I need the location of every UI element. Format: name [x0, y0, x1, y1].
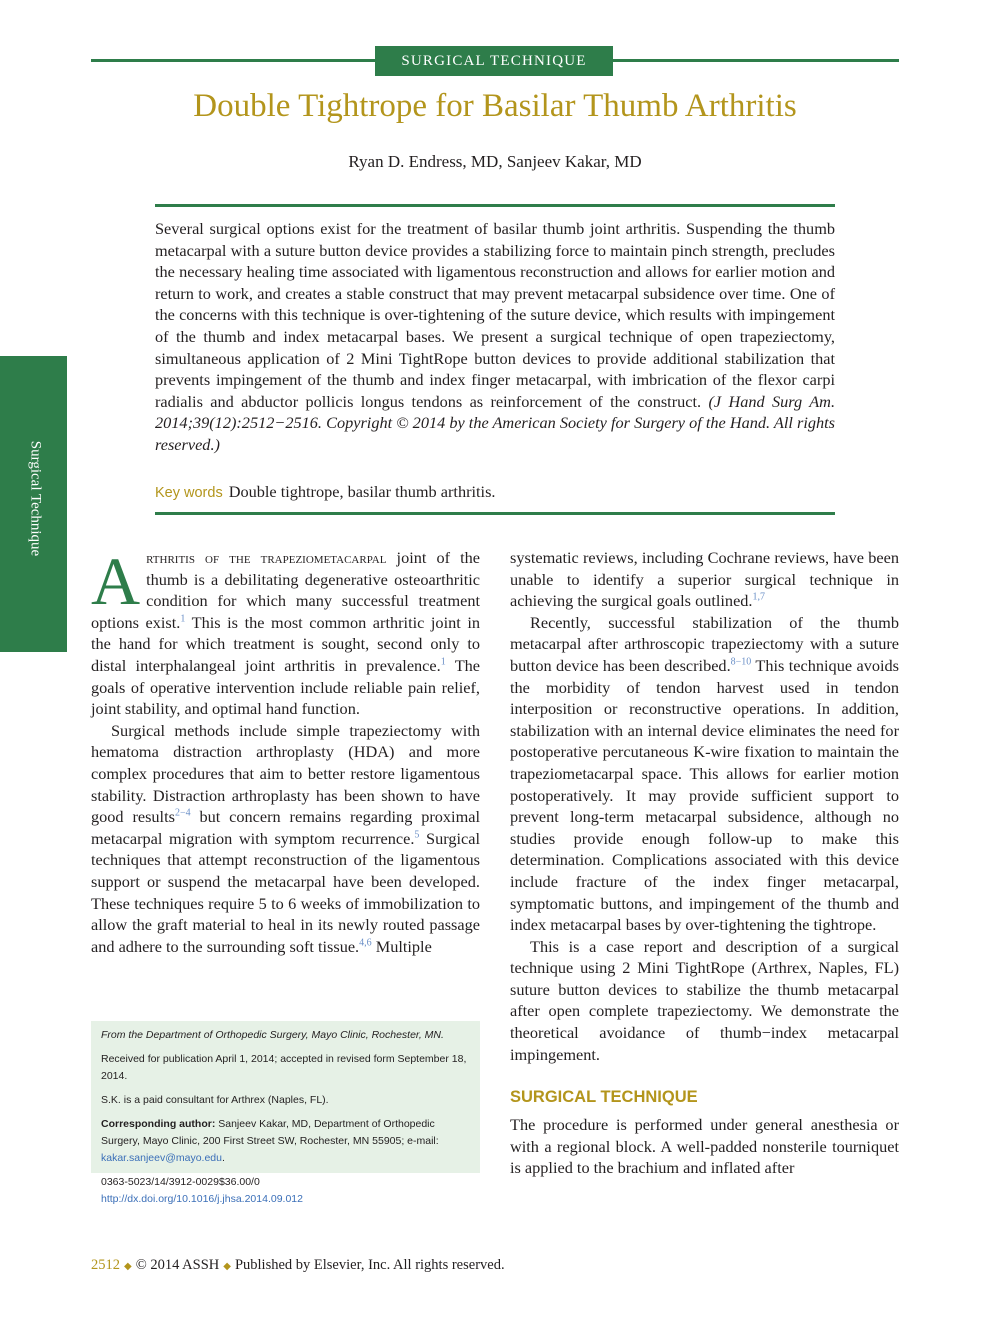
- text-run: Sanjeev Kakar, MD, Department of Orthopedic Surgery, Mayo Clinic, 200 First Street SW, Rochester, MN 55905; e-mail:: [101, 1118, 439, 1147]
- right-column: [510, 547, 899, 1065]
- paragraph: The procedure is performed under general anesthesia or with a regional block. A well-padded nonsterile tourniquet is applied to the brachium and inflated after: [510, 1115, 899, 1178]
- reference-link[interactable]: 1: [180, 613, 186, 625]
- drop-cap: A: [91, 543, 141, 619]
- text-run: Surgical methods include simple trapeziectomy with hematoma distraction arthroplasty (HDA) and more complex procedures that aim to better restore ligamentous stability. Distraction arthroplasty has been shown to have good results: [91, 720, 480, 827]
- paragraph: [510, 547, 899, 612]
- text-run: but concern remains regarding proximal metacarpal migration with symptom recurrence.: [91, 807, 480, 848]
- email-link[interactable]: kakar.sanjeev@mayo.edu: [101, 1152, 222, 1164]
- keywords-label: Key words: [155, 485, 223, 501]
- received-note: Received for publication April 1, 2014; accepted in revised form September 18, 2014.: [101, 1053, 467, 1082]
- left-column: [91, 543, 481, 957]
- abstract-citation: (J Hand Surg Am. 2014;39(12):2512−2516. Copyright © 2014 by the American Society for Surgery of the Hand. All rights reserved.): [155, 391, 836, 454]
- reference-link[interactable]: 5: [414, 829, 420, 841]
- text-run: Recently, successful stabilization of the thumb metacarpal after arthroscopic trapeziectomy with a suture button device has been described.: [510, 612, 899, 675]
- issn: 0363-5023/14/3912-0029$36.00/0: [101, 1176, 260, 1188]
- right-column-continued: [510, 1114, 899, 1179]
- section-heading: SURGICAL TECHNIQUE: [510, 1088, 698, 1106]
- text-run: The goals of operative intervention include reliable pain relief, joint stability, and optimal hand function.: [91, 655, 481, 719]
- footer-copyright: © 2014 ASSH: [135, 1257, 220, 1273]
- authors: Ryan D. Endress, MD, Sanjeev Kakar, MD: [348, 152, 642, 171]
- page-number: 2512: [91, 1257, 120, 1273]
- page-footer: [91, 1257, 505, 1274]
- affiliation-note: From the Department of Orthopedic Surgery, Mayo Clinic, Rochester, MN.: [101, 1029, 444, 1041]
- abstract-text: Several surgical options exist for the treatment of basilar thumb joint arthritis. Suspending the thumb metacarpal with a suture button device provides a stabilizing force to maintain pinch strength, precludes the necessary healing time associated with ligamentous reconstruction and allows for earlier motion and return to work, and creates a stable construct that may prevent metacarpal subsidence over time. One of the concerns with this technique is over-tightening of the suture device, which results with impingement of the thumb and index metacarpal bases. We present a surgical technique of open trapeziectomy, simultaneous application of 2 Mini TightRope button devices to provide additional stabilization that prevents impingement of the thumb and index finger metacarpal, with imbrication of the flexor carpi radialis and abductor pollicis longus tendons as reinforcement of the construct.: [155, 219, 835, 411]
- footnote-box: [91, 1021, 480, 1205]
- text-run: systematic reviews, including Cochrane reviews, have been unable to identify a superior surgical technique in achieving the surgical goals outlined.: [510, 548, 899, 611]
- keywords: [155, 482, 835, 502]
- text-run: .: [221, 1152, 225, 1164]
- reference-link[interactable]: 2−4: [174, 807, 191, 819]
- corresponding-author-note: [101, 1116, 470, 1167]
- text-run: Multiple: [371, 936, 432, 956]
- article-title: Double Tightrope for Basilar Thumb Arthritis: [193, 88, 797, 124]
- paragraph: [91, 720, 480, 958]
- diamond-icon: ◆: [124, 1261, 132, 1272]
- diamond-icon: ◆: [223, 1261, 231, 1272]
- abstract-rule-bottom: [155, 512, 835, 515]
- issn-doi: [101, 1174, 470, 1208]
- text-run: This is the most common arthritic joint in the hand for which treatment is sought, second only to distal interphalangeal joint arthritis in prevalence.: [91, 612, 480, 675]
- keywords-text: Double tightrope, basilar thumb arthritis.: [228, 482, 496, 501]
- text-run: This technique avoids the morbidity of tendon harvest used in tendon interposition or reconstructive operations. In addition, stabilization with an internal device eliminates the need for postoperative percutaneous K-wire fixation to maintain the trapeziometacarpal space. This allows for earlier motion postoperatively. It may provide sufficient support to prevent long-term metacarpal subsidence, although no studies provide enough follow-up to make this determination. Complications associated with this device include fracture of the index finger metacarpal, symptomatic buttons, and impingement of the thumb and index metacarpal bases by over-tightening the tightrope.: [510, 655, 899, 935]
- abstract: [155, 218, 835, 456]
- text-run: joint of the thumb is a debilitating degenerative osteoarthritic condition for which many successful treatment options exist.: [91, 548, 481, 632]
- reference-link[interactable]: 4,6: [359, 937, 372, 949]
- paragraph: This is a case report and description of a surgical technique using 2 Mini TightRope (Arthrex, Naples, FL) suture button devices to stabilize the thumb metacarpal after open complete trapeziectomy. We demonstrate the theoretical avoidance of thumb−index metacarpal impingement.: [510, 936, 899, 1064]
- paragraph: [91, 543, 481, 720]
- disclosure-note: S.K. is a paid consultant for Arthrex (Naples, FL).: [101, 1094, 329, 1106]
- reference-link[interactable]: 1,7: [752, 591, 766, 603]
- corresponding-label: Corresponding author:: [101, 1118, 216, 1130]
- paragraph: [510, 612, 899, 936]
- reference-link[interactable]: 1: [440, 656, 446, 668]
- text-run: Surgical techniques that attempt reconstruction of the ligamentous support or suspend the metacarpal have been developed. These techniques require 5 to 6 weeks of immobilization to allow the graft material to heal in its newly routed passage and adhere to the surrounding soft tissue.: [91, 828, 480, 956]
- side-tab-label: Surgical Technique: [27, 440, 44, 557]
- lead-in: rthritis of the trapeziometacarpal: [146, 548, 387, 567]
- section-label: SURGICAL TECHNIQUE: [375, 46, 613, 76]
- reference-link[interactable]: 8−10: [730, 656, 752, 668]
- abstract-rule-top: [155, 204, 835, 207]
- doi-link[interactable]: http://dx.doi.org/10.1016/j.jhsa.2014.09.012: [101, 1193, 303, 1205]
- footer-publisher: Published by Elsevier, Inc. All rights reserved.: [234, 1257, 505, 1273]
